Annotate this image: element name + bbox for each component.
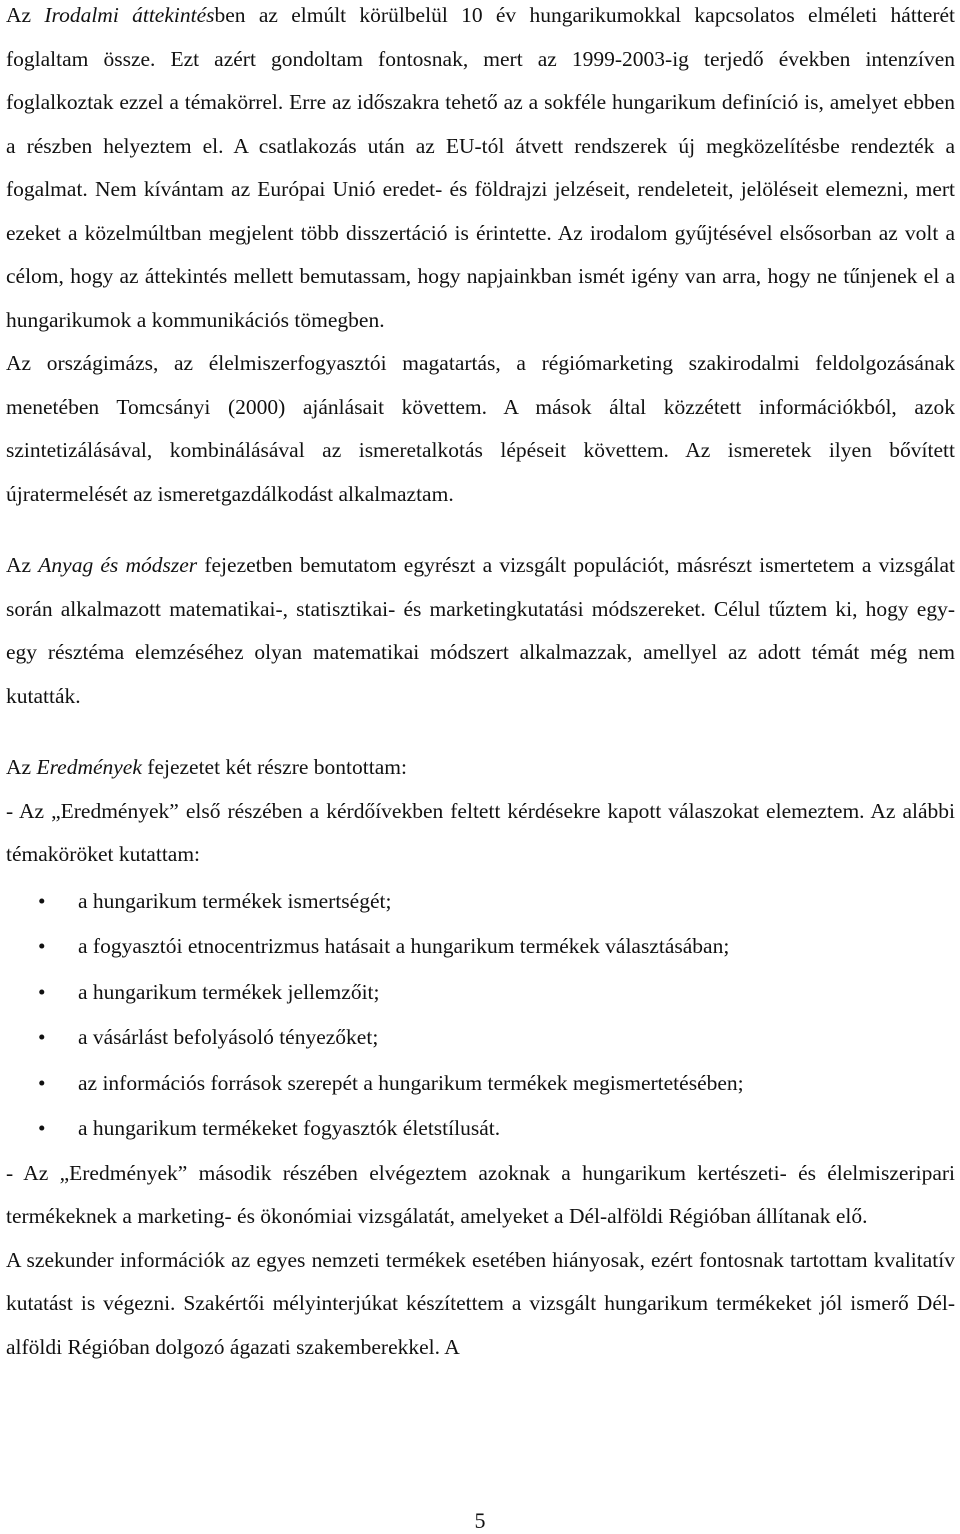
list-item-text: a fogyasztói etnocentrizmus hatásait a hungarikum termékek választásában; bbox=[78, 934, 730, 958]
document-page bbox=[6, 0, 955, 1369]
paragraph-secondary-information: A szekunder információk az egyes nemzeti termékek esetében hiányosak, ezért fontosnak tartottam kvalitatív kutatást is végezni. Szakértői mélyinterjúkat készítettem a vizsgált hungarikum termékeket jól ismerő Dél-alföldi Régióban dolgozó ágazati szakemberekkel. A bbox=[6, 1247, 955, 1359]
paragraph-results-second-part: - Az „Eredmények” második részében elvégeztem azoknak a hungarikum kertészeti- és élelmiszeripari termékeknek a marketing- és ökonómiai vizsgálatát, amelyeket a Dél-alföldi Régióban állítanak elő. bbox=[6, 1160, 955, 1228]
text-run: fejezetben bemutatom egyrészt a vizsgált populációt, másrészt ismertetem a vizsgálat során alkalmazott matematikai-, statisztikai- és marketingkutatási módszereket. Célul tűztem ki, hogy egy-egy résztéma elemzéséhez olyan matematikai módszert alkalmazzak, amellyel az adott témát még nem kutatták. bbox=[6, 553, 955, 708]
paragraph-results-intro bbox=[6, 746, 955, 790]
paragraph-gap bbox=[6, 718, 955, 746]
list-item bbox=[6, 1061, 955, 1107]
text-run: Az bbox=[6, 755, 37, 779]
paragraph-materials-methods bbox=[6, 544, 955, 718]
list-item bbox=[6, 1106, 955, 1152]
paragraph-literature-review bbox=[6, 0, 955, 342]
bullet-list-topics bbox=[6, 879, 955, 1152]
bullet-icon: • bbox=[38, 979, 46, 1004]
bullet-icon: • bbox=[38, 1025, 46, 1049]
list-item bbox=[6, 1015, 955, 1061]
italic-term-eredmenyek: Eredmények bbox=[36, 755, 142, 779]
bullet-icon: • bbox=[38, 1116, 46, 1140]
bullet-icon: • bbox=[38, 934, 46, 958]
text-run: ben az elmúlt körülbelül 10 év hungarikumokkal kapcsolatos elméleti hátterét foglaltam össze. Ezt azért gondoltam fontosnak, mert az 1999-2003-ig terjedő években intenzíven foglalkoztak ezzel a témakörrel. Erre az időszakra tehető az a sokféle hungarikum definíció is, amelyet ebben a részben helyeztem el. A csatlakozás után az EU-tól átvett rendszerek új megközelítésbe rendezték a fogalmat. Nem kívántam az Európai Unió eredet- és földrajzi jelzéseit, rendeleteit, jelöléseit elemezni, mert ezeket a közelmúltban megjelent több disszertáció is érintette. Az irodalom gyűjtésével elsősorban az volt a célom, hogy az áttekintés mellett bemutassam, hogy napjainkban ismét igény van arra, hogy ne tűnjenek el a hungarikumok a kommunikációs tömegben. bbox=[6, 3, 955, 332]
page-number: 5 bbox=[474, 1508, 486, 1533]
paragraph-results-first-part: - Az „Eredmények” első részében a kérdőívekben feltett kérdésekre kapott válaszokat elemeztem. Az alábbi témaköröket kutattam: bbox=[6, 798, 955, 866]
list-item bbox=[6, 924, 955, 970]
list-item-text: a hungarikum termékeket fogyasztók életstílusát. bbox=[78, 1116, 501, 1140]
list-item-text: a hungarikum termékek ismertségét; bbox=[78, 888, 392, 913]
text-run: Az bbox=[6, 3, 45, 27]
text-run: Az bbox=[6, 553, 39, 577]
paragraph-methodology-literature: Az országimázs, az élelmiszerfogyasztói magatartás, a régiómarketing szakirodalmi feldolgozásának menetében Tomcsányi (2000) ajánlásait követtem. A mások által közzétett információkból, azok szintetizálásával, kombinálásával az ismeretalkotás lépéseit követtem. Az ismeretek ilyen bővített újratermelését az ismeretgazdálkodást alkalmaztam. bbox=[6, 351, 955, 506]
italic-term-irodalmi-attekintes: Irodalmi áttekintés bbox=[44, 3, 215, 27]
italic-term-anyag-es-modszer: Anyag és módszer bbox=[38, 553, 198, 577]
bullet-icon: • bbox=[38, 1070, 46, 1095]
list-item bbox=[6, 879, 955, 925]
list-item bbox=[6, 970, 955, 1016]
bullet-icon: • bbox=[38, 888, 46, 913]
list-item-text: az információs források szerepét a hungarikum termékek megismertetésében; bbox=[78, 1070, 744, 1095]
text-run: fejezetet két részre bontottam: bbox=[141, 755, 407, 779]
paragraph-gap bbox=[6, 516, 955, 544]
list-item-text: a hungarikum termékek jellemzőit; bbox=[78, 979, 380, 1004]
list-item-text: a vásárlást befolyásoló tényezőket; bbox=[78, 1025, 379, 1049]
